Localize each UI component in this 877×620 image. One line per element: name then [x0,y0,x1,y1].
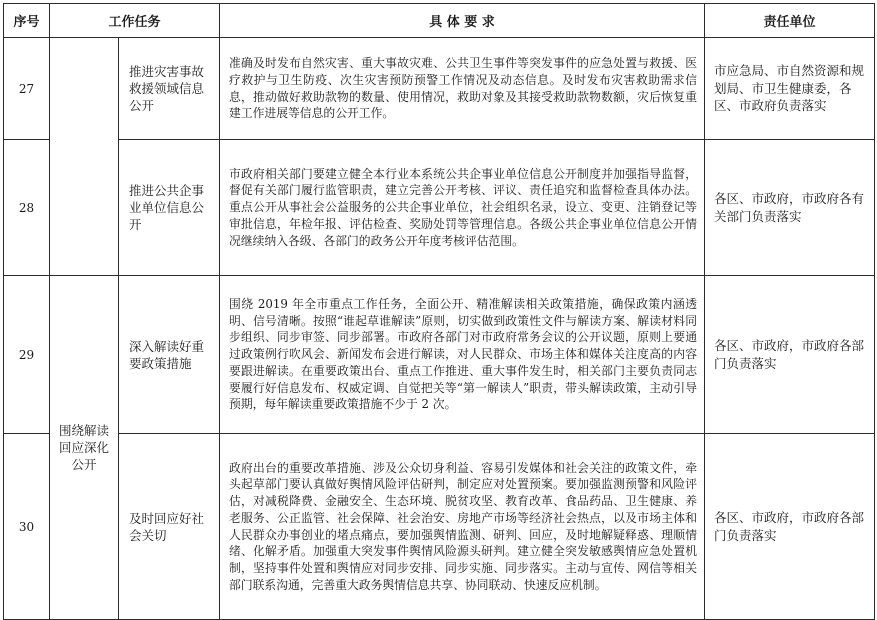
responsible-unit: 各区、市政府，市政府各部门负责落实 [705,434,875,620]
responsible-unit: 市应急局、市自然资源和规划局、市卫生健康委，各区、市政府负责落实 [705,38,875,140]
task-table [3,3,875,620]
row-number: 30 [4,434,50,620]
row-number: 29 [4,276,50,434]
requirement-text: 准确及时发布自然灾害、重大事故灾难、公共卫生事件等突发事件的应急处置与救援、医疗救护与卫生防疫、次生灾害预防预警工作情况及动态信息。及时发布灾害救助需求信息，推动做好救助款物的数量、使用情况，救助对象及其接受救助款物数额，灾后恢复重建工作进展等信息的公开工作。 [220,38,705,140]
task-name: 深入解读好重要政策措施 [119,276,220,434]
table-row [4,434,875,620]
category-cell: 围绕解读回应深化公开 [50,276,119,620]
table-row [4,38,875,140]
task-name: 推进公共企事业单位信息公开 [119,140,220,276]
header-unit: 责任单位 [705,4,875,38]
requirement-text: 政府出台的重要改革措施、涉及公众切身利益、容易引发媒体和社会关注的政策文件，牵头起草部门要认真做好舆情风险评估研判，制定应对处置预案。要加强监测预警和风险评估，对减税降费、金融安全、生态环境、脱贫攻坚、教育改革、食品药品、卫生健康、养老服务、公正监管、社会保障、社会治安、房地产市场等经济社会热点，以及市场主体和人民群众办事创业的堵点痛点，要加强舆情监测、研判、回应，及时地解疑释惑、理顺情绪、化解矛盾。加强重大突发事件舆情风险源头研判。建立健全突发敏感舆情应急处置机制，坚持事件处置和舆情应对同步安排、同步实施、同步落实。主动与宣传、网信等相关部门联系沟通，完善重大政务舆情信息共享、协同联动、快速反应机制。 [220,434,705,620]
header-task: 工作任务 [50,4,220,38]
task-name: 及时回应好社会关切 [119,434,220,620]
responsible-unit: 各区、市政府，市政府各有关部门负责落实 [705,140,875,276]
category-cell [50,38,119,276]
task-name: 推进灾害事故救援领域信息公开 [119,38,220,140]
header-seq: 序号 [4,4,50,38]
row-number: 27 [4,38,50,140]
requirement-text: 围绕 2019 年全市重点工作任务，全面公开、精准解读相关政策措施，确保政策内涵透明、信号清晰。按照“谁起草谁解读”原则，切实做到政策性文件与解读方案、解读材料同步组织、同步审签、同步部署。市政府各部门对市政府常务会议的公开议题，原则上要通过政策例行吹风会、新闻发布会进行解读，对人民群众、市场主体和媒体关注度高的内容要跟进解读。在重要政策出台、重点工作推进、重大事件发生时，相关部门主要负责同志要履行好信息发布、权威定调、自觉把关等“第一解读人”职责，带头解读政策，主动引导预期，每年解读重要政策措施不少于 2 次。 [220,276,705,434]
table-row [4,140,875,276]
requirement-text: 市政府相关部门要建立健全本行业本系统公共企事业单位信息公开制度并加强指导监督，督促有关部门履行监管职责，建立完善公开考核、评议、责任追究和监督检查具体办法。重点公开从事社会公益服务的公共企事业单位，社会组织名录，设立、变更、注销登记等审批信息，年检年报、评估检查、奖励处罚等管理信息。各级公共企事业单位信息公开情况继续纳入各级、各部门的政务公开年度考核评估范围。 [220,140,705,276]
header-row [4,4,875,38]
table-row [4,276,875,434]
row-number: 28 [4,140,50,276]
responsible-unit: 各区、市政府，市政府各部门负责落实 [705,276,875,434]
header-requirements: 具 体 要 求 [220,4,705,38]
